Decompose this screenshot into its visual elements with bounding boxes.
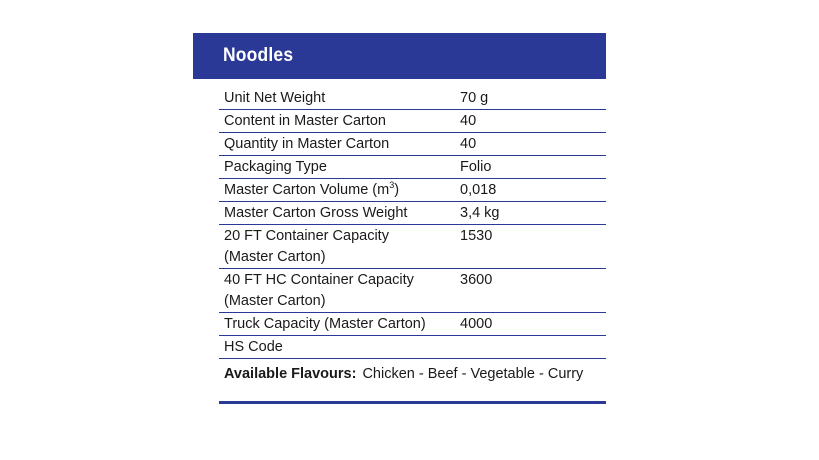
spec-label	[219, 270, 456, 312]
flavours-label: Available Flavours:	[224, 366, 357, 382]
spec-label: Packaging Type	[224, 159, 327, 175]
product-title: Noodles	[223, 45, 294, 66]
spec-label-line1: 40 FT HC Container Capacity	[224, 272, 414, 288]
spec-value: 4000	[460, 316, 493, 332]
flavour-item: Chicken	[362, 366, 415, 382]
spec-value: 3600	[460, 272, 493, 288]
available-flavours	[219, 364, 606, 384]
flavour-separator: -	[414, 366, 428, 382]
spec-value: Folio	[460, 159, 492, 175]
spec-value	[456, 337, 606, 358]
spec-row-truck-capacity	[219, 313, 606, 336]
spec-value: 40	[460, 113, 477, 129]
spec-value: 70 g	[460, 90, 489, 106]
footer-divider	[219, 401, 606, 404]
spec-label: Unit Net Weight	[224, 90, 326, 106]
spec-row-20ft-container-capacity	[219, 225, 606, 269]
flavour-separator: -	[534, 366, 548, 382]
spec-value: 0,018	[460, 182, 497, 198]
spec-row-40ft-hc-container-capacity	[219, 269, 606, 313]
spec-row-unit-net-weight	[219, 87, 606, 110]
flavour-item: Vegetable	[470, 366, 535, 382]
product-spec-card	[193, 33, 606, 382]
spec-row-master-carton-volume	[219, 179, 606, 202]
flavour-separator: -	[457, 366, 471, 382]
spec-label-line2: (Master Carton)	[224, 293, 326, 309]
spec-row-hs-code	[219, 336, 606, 359]
spec-label-main: Master Carton Volume (m	[224, 182, 390, 198]
spec-value: 3,4 kg	[460, 205, 500, 221]
spec-label: HS Code	[224, 339, 283, 355]
product-header	[193, 33, 606, 79]
spec-row-quantity-master-carton	[219, 133, 606, 156]
spec-row-content-master-carton	[219, 110, 606, 133]
spec-label	[219, 180, 456, 201]
spec-row-packaging-type	[219, 156, 606, 179]
spec-label-line1: 20 FT Container Capacity	[224, 228, 389, 244]
spec-value: 1530	[460, 228, 493, 244]
spec-label-superscript: 3	[389, 180, 395, 191]
spec-value: 40	[460, 136, 477, 152]
spec-label-end: )	[394, 182, 400, 198]
flavour-item: Curry	[547, 366, 584, 382]
spec-table	[219, 87, 606, 384]
flavour-item: Beef	[427, 366, 458, 382]
spec-label	[219, 226, 456, 268]
spec-label: Truck Capacity (Master Carton)	[224, 316, 426, 332]
spec-label-line2: (Master Carton)	[224, 249, 326, 265]
spec-row-master-carton-gross-weight	[219, 202, 606, 225]
spec-label: Quantity in Master Carton	[224, 136, 390, 152]
spec-label: Master Carton Gross Weight	[224, 205, 408, 221]
spec-label: Content in Master Carton	[224, 113, 386, 129]
